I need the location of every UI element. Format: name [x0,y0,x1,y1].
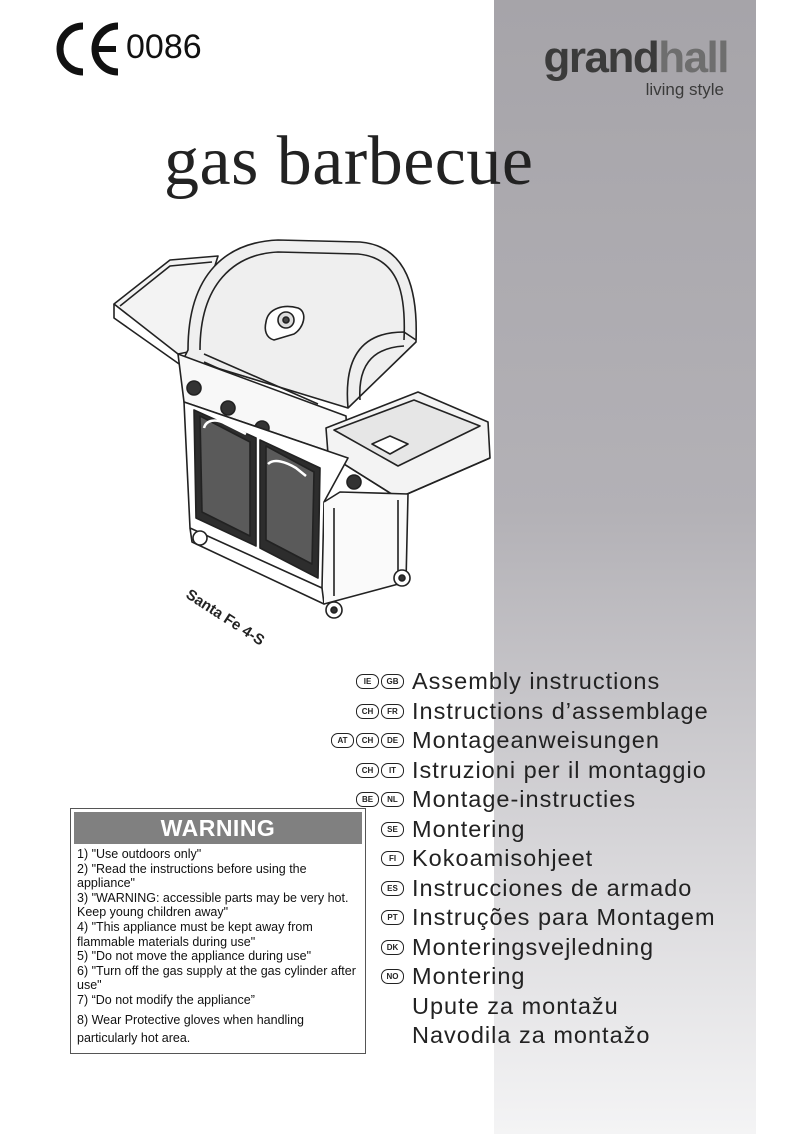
brand-name: grandhall [543,33,728,82]
language-row [300,1021,750,1051]
country-code-badge: FI [381,851,404,866]
model-name: Santa Fe 4-S [182,586,268,650]
language-row [300,874,750,904]
warning-list [71,844,365,1047]
country-code-badge: IT [381,763,404,778]
country-code-badge: PT [381,910,404,925]
language-row [300,785,750,815]
country-badges [300,733,412,748]
country-code-badge: IE [356,674,379,689]
country-badges [300,792,412,807]
country-badges [300,674,412,689]
country-badges [300,763,412,778]
language-instruction-title: Navodila za montažo [412,1022,651,1049]
country-code-badge: DK [381,940,404,955]
country-code-badge: SE [381,822,404,837]
language-row [300,815,750,845]
language-row [300,756,750,786]
country-code-badge: FR [381,704,404,719]
country-code-badge: CH [356,763,379,778]
warning-box [70,808,366,1054]
language-instruction-title: Istruzioni per il montaggio [412,756,707,783]
warning-item: 7) “Do not modify the appliance” [77,992,255,1007]
warning-item: 8) Wear Protective gloves when handling particularly hot area. [77,1012,304,1045]
warning-title: WARNING [74,812,362,844]
language-instruction-title: Instruções para Montagem [412,904,716,931]
barbecue-illustration [108,232,500,622]
language-list [300,667,750,1051]
country-code-badge: BE [356,792,379,807]
language-row [300,962,750,992]
language-instruction-title: Kokoamisohjeet [412,845,594,872]
warning-item: 2) "Read the instructions before using the appliance" [77,861,307,891]
language-row [300,844,750,874]
language-row [300,992,750,1022]
country-code-badge: CH [356,704,379,719]
warning-item: 1) "Use outdoors only" [77,847,202,861]
certification-number: 0086 [126,28,202,66]
language-instruction-title: Montageanweisungen [412,727,660,754]
country-badges [300,704,412,719]
country-code-badge: ES [381,881,404,896]
language-row [300,903,750,933]
country-code-badge: GB [381,674,404,689]
warning-item: 6) "Turn off the gas supply at the gas cylinder after use" [77,963,356,993]
language-row [300,667,750,697]
product-title: gas barbecue [164,123,534,200]
language-instruction-title: Montering [412,963,526,990]
brand-tagline: living style [645,80,724,99]
brand-logo [518,33,728,100]
language-instruction-title: Montage-instructies [412,786,637,813]
warning-item: 3) "WARNING: accessible parts may be very hot. Keep young children away" [77,890,349,920]
ce-mark-icon [52,20,122,78]
language-row [300,697,750,727]
warning-item: 5) "Do not move the appliance during use" [77,949,312,964]
country-code-badge: AT [331,733,354,748]
warning-item: 4) "This appliance must be kept away from flammable materials during use" [77,919,313,949]
language-row [300,726,750,756]
language-instruction-title: Instrucciones de armado [412,874,693,901]
language-instruction-title: Montering [412,815,526,842]
country-code-badge: NL [381,792,404,807]
language-row [300,933,750,963]
language-instruction-title: Instructions d’assemblage [412,697,709,724]
language-instruction-title: Upute za montažu [412,992,619,1019]
country-code-badge: CH [356,733,379,748]
country-code-badge: NO [381,969,404,984]
country-code-badge: DE [381,733,404,748]
language-instruction-title: Monteringsvejledning [412,933,655,960]
language-instruction-title: Assembly instructions [412,668,661,695]
